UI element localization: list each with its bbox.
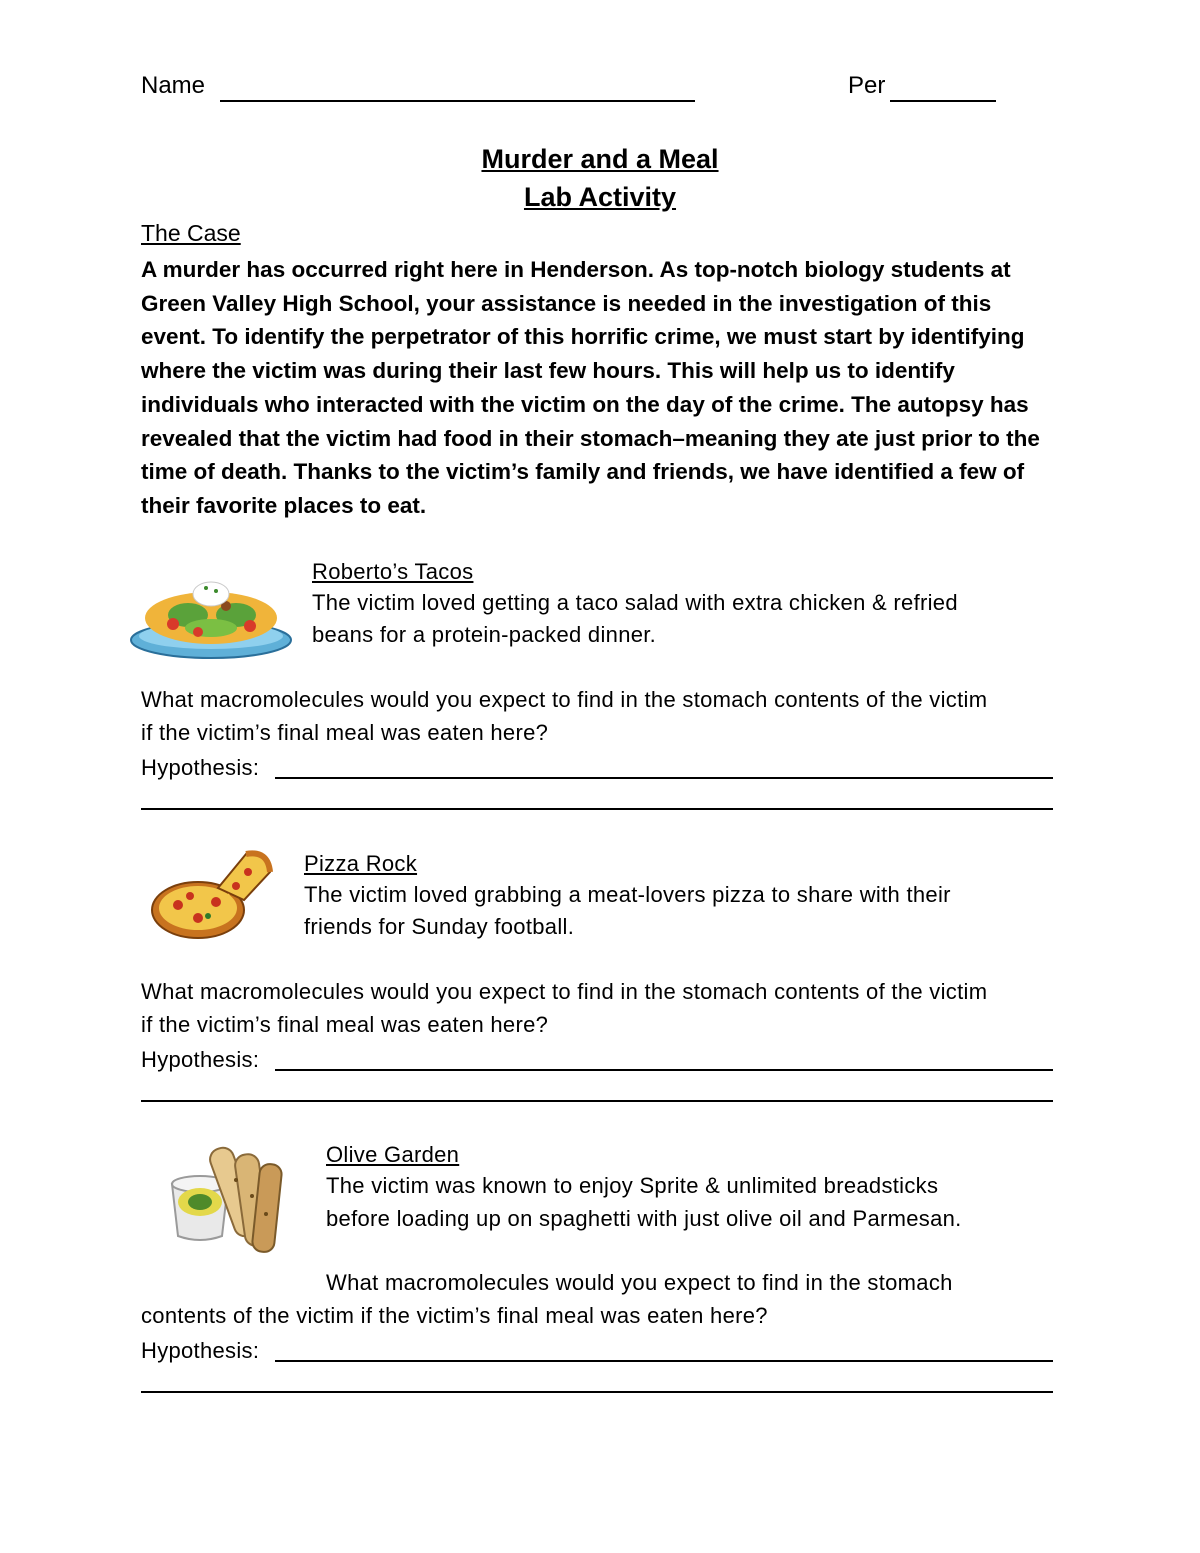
case-body: A murder has occurred right here in Henderson. As top-notch biology students at Green Valley High School, your assistance is needed in the investigation of this event. To identify the perpetrator of this horrific crime, we must start by identifying where the victim was during their last few hours. This will help us to identify individuals who interacted with the victim on the day of the crime. The autopsy has revealed that the victim had food in their stomach–meaning they ate just prior to the time of death. Thanks to the victim’s family and friends, we have identified a few of their favorite places to eat. — [141, 257, 1040, 518]
restaurant-name-olive-garden: Olive Garden — [326, 1142, 460, 1167]
restaurant-name-robertos: Roberto’s Tacos — [312, 559, 474, 584]
restaurant-desc-line: The victim loved grabbing a meat-lovers pizza to share with their — [304, 882, 951, 907]
period-label: Per — [848, 72, 886, 99]
restaurant-desc-line: friends for Sunday football. — [304, 914, 575, 939]
restaurant-desc-line: The victim loved getting a taco salad with extra chicken & refried — [312, 590, 958, 615]
question-line: if the victim’s final meal was eaten here? — [141, 1012, 549, 1037]
restaurant-desc-line: beans for a protein-packed dinner. — [312, 622, 657, 647]
page-subtitle: Lab Activity — [523, 182, 677, 212]
hypothesis-label: Hypothesis: — [141, 755, 260, 780]
pizza-icon — [148, 850, 274, 942]
question-line: What macromolecules would you expect to find in the stomach contents of the victim — [141, 979, 988, 1004]
hypothesis-answer-line[interactable] — [141, 808, 1053, 810]
question-line: What macromolecules would you expect to find in the stomach contents of the victim — [141, 687, 988, 712]
name-field[interactable] — [220, 100, 695, 102]
question-line: What macromolecules would you expect to find in the stomach — [326, 1270, 953, 1295]
breadsticks-icon — [166, 1140, 284, 1258]
period-field[interactable] — [890, 100, 996, 102]
taco-salad-icon — [128, 560, 294, 662]
restaurant-desc-line: The victim was known to enjoy Sprite & unlimited breadsticks — [326, 1173, 939, 1198]
hypothesis-answer-line[interactable] — [141, 1391, 1053, 1393]
hypothesis-answer-line[interactable] — [275, 777, 1053, 779]
hypothesis-label: Hypothesis: — [141, 1338, 260, 1363]
hypothesis-answer-line[interactable] — [275, 1069, 1053, 1071]
hypothesis-answer-line[interactable] — [141, 1100, 1053, 1102]
hypothesis-label: Hypothesis: — [141, 1047, 260, 1072]
hypothesis-answer-line[interactable] — [275, 1360, 1053, 1362]
restaurant-name-pizza-rock: Pizza Rock — [304, 851, 418, 876]
question-line: if the victim’s final meal was eaten here? — [141, 720, 549, 745]
case-heading: The Case — [141, 220, 241, 246]
question-line: contents of the victim if the victim’s final meal was eaten here? — [141, 1303, 768, 1328]
page-title: Murder and a Meal — [481, 144, 719, 174]
restaurant-desc-line: before loading up on spaghetti with just olive oil and Parmesan. — [326, 1206, 962, 1231]
name-label: Name — [141, 72, 206, 99]
